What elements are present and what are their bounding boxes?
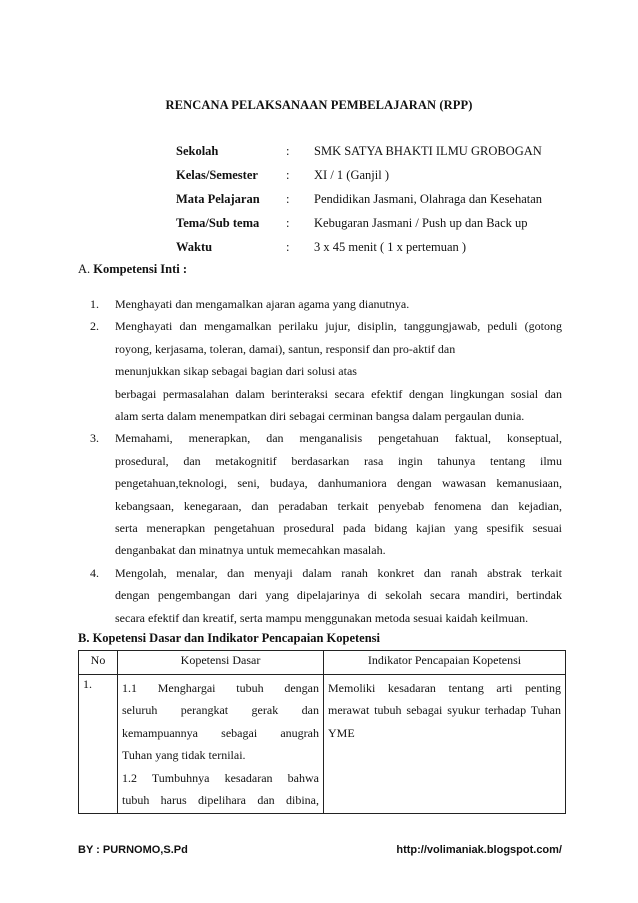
ki-line: prosedural, dan metakognitif berdasarkan rasa ingin tahunya tentang ilmu: [115, 453, 562, 468]
info-colon: :: [286, 240, 290, 254]
info-row-tema: [176, 213, 614, 237]
cell-no: 1.: [79, 675, 118, 814]
info-row-mapel: [176, 189, 614, 213]
info-label: Sekolah: [176, 144, 219, 158]
info-label: Tema/Sub tema: [176, 216, 260, 230]
ki-number: 4.: [90, 565, 99, 580]
info-row-waktu: [176, 237, 614, 261]
ki-line: Mengolah, menalar, dan menyaji dalam ranah konkret dan ranah abstrak terkait: [115, 565, 562, 580]
info-colon: :: [286, 192, 290, 206]
info-value: Pendidikan Jasmani, Olahraga dan Kesehatan: [314, 192, 543, 206]
ki-line: alam serta dalam menempatkan diri sebagai cerminan bangsa dalam pergaulan dunia.: [115, 409, 525, 424]
ki-number: 1.: [90, 297, 99, 311]
ki-line: Menghayati dan mengamalkan perilaku jujur, disiplin, tanggungjawab, peduli (gotong: [115, 319, 562, 334]
info-value: Kebugaran Jasmani / Push up dan Back up: [314, 216, 528, 230]
ki-item-4: [90, 562, 562, 629]
section-a-heading: [78, 262, 187, 277]
info-value: 3 x 45 menit ( 1 x pertemuan ): [314, 240, 467, 254]
info-colon: :: [286, 216, 290, 230]
cell-kompetensi-dasar: [118, 675, 324, 814]
ki-line: kebangsaan, kenegaraan, dan peradaban terkait penyebab fenomena dan kejadian,: [115, 498, 562, 513]
info-row-sekolah: [176, 141, 614, 165]
info-value: XI / 1 (Ganjil ): [314, 168, 389, 182]
ki-item-3: [90, 427, 562, 561]
header-no: No: [79, 651, 118, 675]
ki-item-2: [90, 315, 562, 427]
ki-list: [90, 293, 562, 629]
indikator-line: YME: [328, 725, 355, 740]
ki-line: pengetahuan,teknologi, seni, budaya, danhumaniora dengan wawasan kemanusiaan,: [115, 476, 562, 491]
section-a-prefix: A.: [78, 262, 91, 276]
page-title: RENCANA PELAKSANAAN PEMBELAJARAN (RPP): [165, 98, 473, 112]
indikator-line: merawat tubuh sebagai syukur terhadap Tuhan: [328, 703, 561, 718]
indikator-line: Memoliki kesadaran tentang arti penting: [328, 681, 561, 695]
header-indikator: Indikator Pencapaian Kopetensi: [324, 651, 566, 675]
footer-author: BY : PURNOMO,S.Pd: [78, 844, 188, 856]
info-block: [176, 141, 614, 261]
table-row: [79, 675, 566, 814]
ki-line: menunjukkan sikap sebagai bagian dari solusi atas: [115, 364, 357, 379]
info-label: Kelas/Semester: [176, 168, 258, 182]
section-b-heading: [78, 631, 380, 646]
footer-url[interactable]: http://volimaniak.blogspot.com/: [396, 844, 562, 856]
info-label: Mata Pelajaran: [176, 192, 260, 206]
section-b-title: B. Kopetensi Dasar dan Indikator Pencapaian Kopetensi: [78, 631, 381, 645]
info-row-kelas: [176, 165, 614, 189]
info-label: Waktu: [176, 240, 213, 254]
section-a-title: Kompetensi Inti :: [93, 262, 188, 276]
ki-line: denganbakat dan minatnya untuk memecahkan masalah.: [115, 543, 386, 558]
cell-indikator: [324, 675, 566, 814]
kd-line: 1.2 Tumbuhnya kesadaran bahwa: [122, 770, 319, 785]
ki-line: royong, kerjasama, toleran, damai), santun, responsif dan pro-aktif dan: [115, 341, 456, 356]
info-colon: :: [286, 144, 290, 158]
info-value: SMK SATYA BHAKTI ILMU GROBOGAN: [314, 144, 542, 158]
ki-line: Memahami, menerapkan, dan menganalisis pengetahuan faktual, konseptual,: [115, 431, 562, 446]
kd-line: Tuhan yang tidak ternilai.: [122, 748, 246, 763]
header-kompetensi-dasar: Kopetensi Dasar: [118, 651, 324, 675]
ki-line: serta menerapkan pengetahuan prosedural pada bidang kajian yang spesifik sesuai: [115, 521, 562, 536]
ki-line: secara efektif dan kreatif, serta mampu menggunakan metoda sesuai kaidah keilmuan.: [115, 610, 529, 625]
ki-line: Menghayati dan mengamalkan ajaran agama yang dianutnya.: [115, 297, 410, 311]
info-colon: :: [286, 168, 290, 182]
ki-number: 2.: [90, 319, 99, 334]
kd-line: tubuh harus dipelihara dan dibina,: [122, 793, 319, 808]
table-header-row: [79, 651, 566, 675]
ki-line: berbagai permasalahan dalam berinteraksi secara efektif dengan lingkungan sosial dan: [115, 386, 562, 401]
ki-item-1: [90, 293, 562, 315]
kd-line: seluruh perangkat gerak dan: [122, 703, 319, 718]
kd-line: 1.1 Menghargai tubuh dengan: [122, 681, 319, 695]
kd-table: [78, 650, 566, 814]
kd-line: kemampuannya sebagai anugrah: [122, 725, 319, 740]
ki-number: 3.: [90, 431, 99, 446]
ki-line: dengan pengembangan dari yang dipelajarinya di sekolah secara mandiri, bertindak: [115, 588, 562, 603]
